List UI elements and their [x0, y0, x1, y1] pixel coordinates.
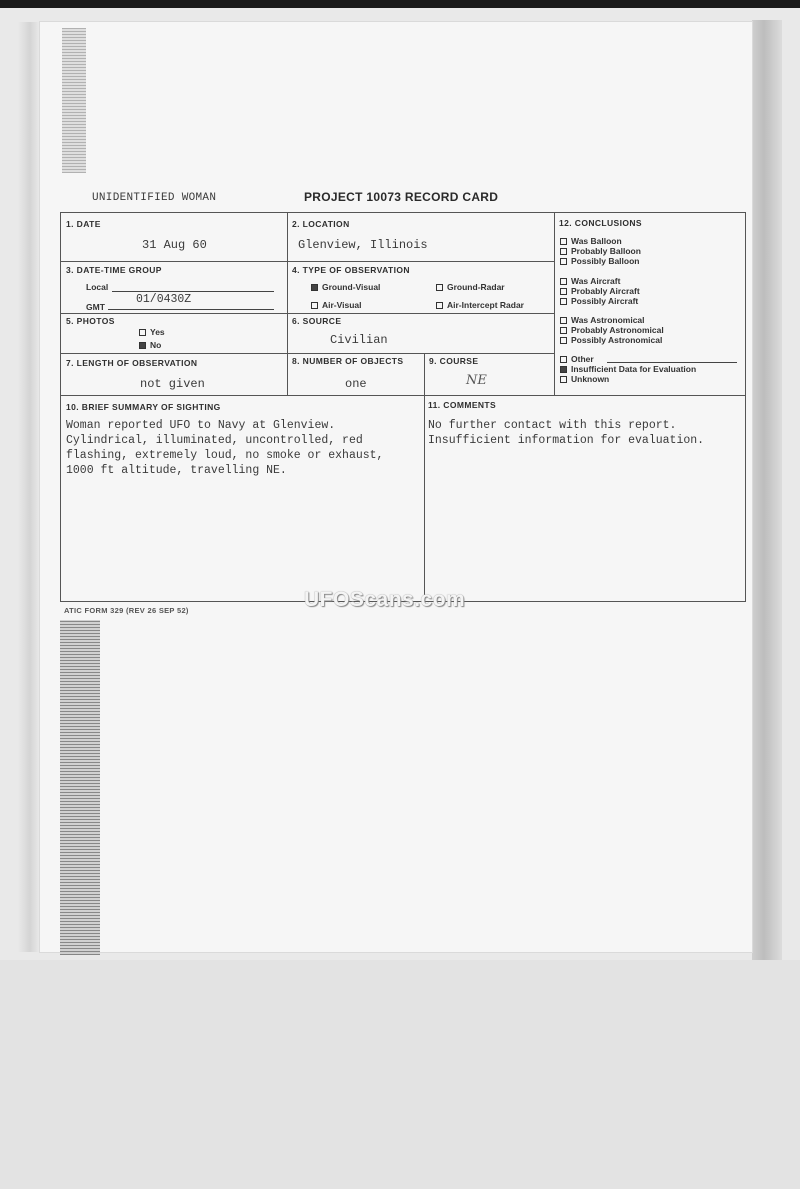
conclusions-label: 12. CONCLUSIONS — [559, 218, 642, 228]
conclusion-probably-balloon: Probably Balloon — [560, 246, 641, 256]
scan-top-border — [0, 0, 800, 8]
scan-lower-band — [0, 960, 800, 1189]
checkbox-icon — [560, 278, 567, 285]
scan-artifact-top — [62, 28, 86, 173]
form-number: ATIC FORM 329 (REV 26 SEP 52) — [64, 606, 189, 615]
other-line — [607, 362, 737, 363]
card-title: PROJECT 10073 RECORD CARD — [304, 190, 499, 204]
checkbox-checked-icon — [311, 284, 318, 291]
scan-left-edge — [18, 22, 42, 952]
checkbox-icon — [436, 302, 443, 309]
conclusion-other: Other — [560, 354, 594, 364]
divider-h-3 — [61, 353, 554, 354]
course-value: NE — [466, 373, 487, 388]
source-label: 6. SOURCE — [292, 316, 342, 326]
comments-label: 11. COMMENTS — [428, 400, 497, 410]
length-of-observation-label: 7. LENGTH OF OBSERVATION — [66, 358, 198, 368]
checkbox-icon — [560, 248, 567, 255]
summary-line: Cylindrical, illuminated, uncontrolled, red — [66, 434, 363, 447]
source-value: Civilian — [330, 333, 388, 347]
divider-h-2 — [61, 313, 554, 314]
conclusion-was-balloon: Was Balloon — [560, 236, 622, 246]
gmt-line — [108, 309, 274, 310]
divider-v-2 — [554, 213, 555, 395]
conclusion-probably-aircraft: Probably Aircraft — [560, 286, 640, 296]
checkbox-icon — [560, 298, 567, 305]
scan-right-edge — [752, 20, 782, 980]
summary-text — [66, 418, 383, 478]
checkbox-icon — [560, 288, 567, 295]
conclusion-insufficient-data: Insufficient Data for Evaluation — [560, 364, 696, 374]
checkbox-checked-icon — [560, 366, 567, 373]
date-label: 1. DATE — [66, 219, 101, 229]
option-ground-visual: Ground-Visual — [311, 282, 380, 292]
number-of-objects-label: 8. NUMBER OF OBJECTS — [292, 356, 404, 366]
photos-yes: Yes — [139, 327, 165, 337]
checkbox-icon — [560, 317, 567, 324]
option-air-visual: Air-Visual — [311, 300, 362, 310]
option-air-intercept-radar: Air-Intercept Radar — [436, 300, 524, 310]
course-label: 9. COURSE — [429, 356, 479, 366]
card-subject: UNIDENTIFIED WOMAN — [92, 192, 217, 204]
gmt-label: GMT — [86, 302, 105, 312]
comments-text — [428, 418, 704, 448]
checkbox-icon — [139, 329, 146, 336]
photos-label: 5. PHOTOS — [66, 316, 115, 326]
location-label: 2. LOCATION — [292, 219, 350, 229]
checkbox-icon — [560, 376, 567, 383]
checkbox-icon — [560, 337, 567, 344]
gmt-value: 01/0430Z — [136, 293, 192, 306]
local-time-line — [112, 291, 274, 292]
option-ground-radar: Ground-Radar — [436, 282, 505, 292]
length-of-observation-value: not given — [140, 377, 205, 391]
summary-line: flashing, extremely loud, no smoke or exhaust, — [66, 449, 384, 462]
comments-line: No further contact with this report. — [428, 419, 677, 432]
divider-h-4 — [61, 395, 745, 396]
conclusion-was-astronomical: Was Astronomical — [560, 315, 645, 325]
date-value: 31 Aug 60 — [142, 238, 207, 252]
conclusion-possibly-astronomical: Possibly Astronomical — [560, 335, 662, 345]
checkbox-icon — [560, 327, 567, 334]
conclusion-was-aircraft: Was Aircraft — [560, 276, 620, 286]
summary-line: Woman reported UFO to Navy at Glenview. — [66, 419, 336, 432]
local-time-label: Local — [86, 282, 109, 292]
location-value: Glenview, Illinois — [298, 238, 428, 252]
photos-no: No — [139, 340, 161, 350]
watermark: UFOScans.com — [304, 588, 466, 611]
comments-line: Insufficient information for evaluation. — [428, 434, 705, 447]
conclusion-unknown: Unknown — [560, 374, 609, 384]
divider-v-1 — [287, 213, 288, 395]
checkbox-icon — [560, 258, 567, 265]
divider-v-3 — [424, 353, 425, 601]
number-of-objects-value: one — [345, 377, 367, 391]
checkbox-icon — [560, 238, 567, 245]
checkbox-checked-icon — [139, 342, 146, 349]
checkbox-icon — [560, 356, 567, 363]
conclusion-probably-astronomical: Probably Astronomical — [560, 325, 664, 335]
conclusion-possibly-balloon: Possibly Balloon — [560, 256, 640, 266]
date-time-group-label: 3. DATE-TIME GROUP — [66, 265, 162, 275]
scan-artifact-bottom — [60, 620, 100, 955]
conclusion-possibly-aircraft: Possibly Aircraft — [560, 296, 638, 306]
checkbox-icon — [436, 284, 443, 291]
checkbox-icon — [311, 302, 318, 309]
summary-line: 1000 ft altitude, travelling NE. — [66, 464, 287, 477]
summary-label: 10. BRIEF SUMMARY OF SIGHTING — [66, 402, 221, 412]
divider-h-1 — [61, 261, 554, 262]
observation-type-label: 4. TYPE OF OBSERVATION — [292, 265, 410, 275]
